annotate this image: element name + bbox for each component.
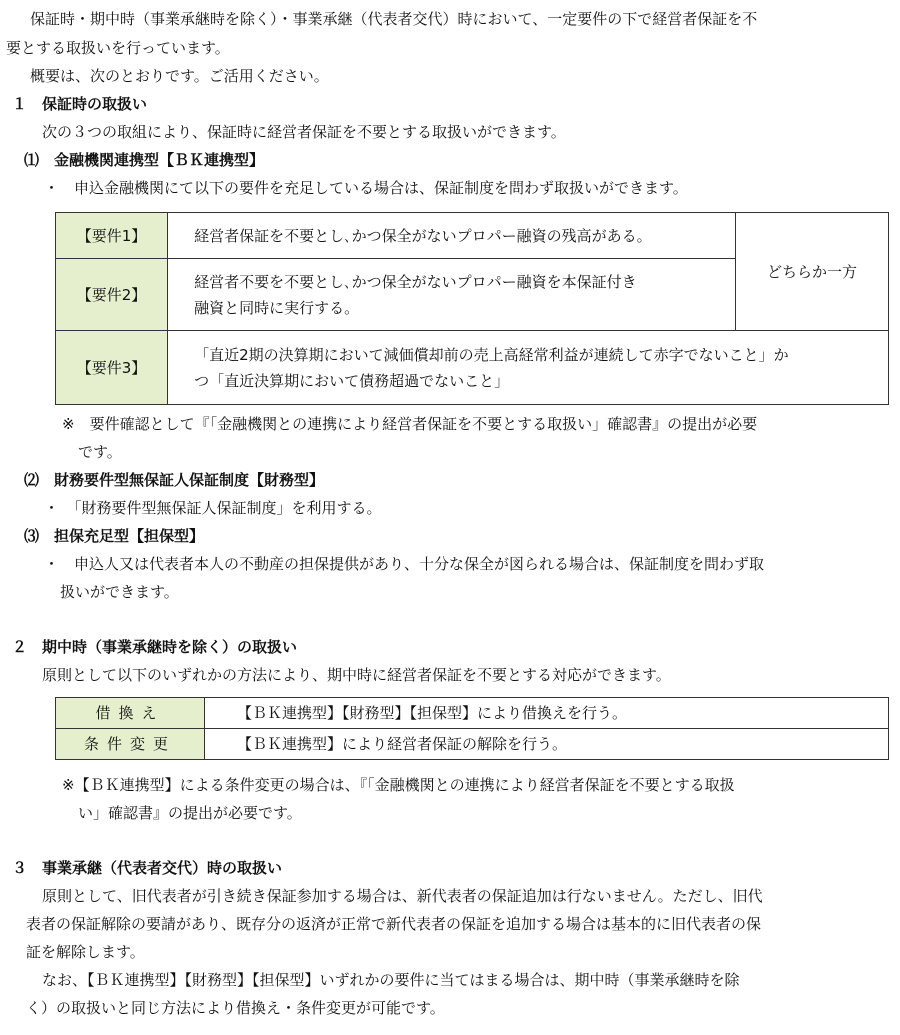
midterm-table bbox=[55, 697, 889, 760]
requirement-2-text bbox=[168, 259, 736, 331]
refinance-label: 借換え bbox=[56, 698, 205, 729]
condition-change-label: 条件変更 bbox=[56, 729, 205, 760]
section-3-para-2-line-2: く）の取扱いと同じ方法により借換え・条件変更が可能です。 bbox=[26, 999, 445, 1017]
section-1-sub3-bullet-line-1: ・ 申込人又は代表者本人の不動産の担保提供があり、十分な保全が図られる場合は、保証制度を問わず取 bbox=[44, 555, 765, 573]
section-1-sub2-heading: ⑵ 財務要件型無保証人保証制度【財務型】 bbox=[24, 471, 325, 489]
either-one-cell: どちらか一方 bbox=[735, 213, 888, 331]
intro-line-3: 概要は、次のとおりです。ご活用ください。 bbox=[30, 67, 329, 85]
section-2-text: 原則として以下のいずれかの方法により、期中時に経営者保証を不要とする対応ができます。 bbox=[42, 666, 671, 684]
section-1-note-line-2: です。 bbox=[78, 443, 122, 461]
intro-line-2: 要とする取扱いを行っています。 bbox=[6, 39, 230, 57]
table-row bbox=[56, 698, 889, 729]
requirement-3-text-line-2: つ「直近決算期において債務超過でないこと」 bbox=[194, 371, 510, 390]
table-row bbox=[56, 213, 889, 259]
section-1-sub2-bullet: ・ 「財務要件型無保証人保証制度」を利用する。 bbox=[44, 499, 382, 517]
section-3-para-1-line-2: 表者の保証解除の要請があり、既存分の返済が正常で新代表者の保証を追加する場合は基本的に旧代表者の保 bbox=[26, 915, 762, 933]
section-1-sub1-bullet: ・ 申込金融機関にて以下の要件を充足している場合は、保証制度を問わず取扱いができます。 bbox=[44, 179, 688, 197]
requirement-3-text bbox=[168, 331, 889, 405]
table-row bbox=[56, 729, 889, 760]
section-2-heading: ２ 期中時（事業承継時を除く）の取扱い bbox=[12, 638, 298, 656]
section-3-para-1-line-3: 証を解除します。 bbox=[26, 943, 145, 961]
intro-line-1: 保証時・期中時（事業承継時を除く）・事業承継（代表者交代）時において、一定要件の下で経営者保証を不 bbox=[30, 10, 758, 28]
section-2-note-line-2: い」確認書』の提出が必要です。 bbox=[78, 804, 302, 822]
requirement-3-label: 【要件3】 bbox=[56, 331, 168, 405]
section-3-para-2-line-1: なお、【ＢＫ連携型】【財務型】【担保型】いずれかの要件に当てはまる場合は、期中時（事業承継時を除 bbox=[42, 971, 740, 989]
section-2-note-line-1: ※【ＢＫ連携型】による条件変更の場合は、『「金融機関との連携により経営者保証を不要とする取扱 bbox=[62, 776, 735, 794]
table-row bbox=[56, 331, 889, 405]
requirement-2-text-line-2: 融資と同時に実行する。 bbox=[194, 298, 360, 317]
requirement-1-text: 経営者保証を不要とし､かつ保全がないプロパー融資の残高がある。 bbox=[168, 213, 736, 259]
section-1-text: 次の３つの取組により、保証時に経営者保証を不要とする取扱いができます。 bbox=[42, 123, 566, 141]
requirements-table bbox=[55, 212, 889, 405]
condition-change-text: 【ＢＫ連携型】により経営者保証の解除を行う。 bbox=[205, 729, 889, 760]
requirement-2-text-line-1: 経営者不要を不要とし､かつ保全がないプロパー融資を本保証付き bbox=[194, 272, 637, 291]
requirement-1-label: 【要件1】 bbox=[56, 213, 168, 259]
requirement-3-text-line-1: 「直近2期の決算期において減価償却前の売上高経常利益が連続して赤字でないこと」か bbox=[194, 345, 789, 364]
requirement-2-label: 【要件2】 bbox=[56, 259, 168, 331]
section-1-sub1-heading: ⑴ 金融機関連携型【ＢＫ連携型】 bbox=[24, 151, 265, 169]
section-1-sub3-heading: ⑶ 担保充足型【担保型】 bbox=[24, 527, 205, 545]
section-1-sub3-bullet-line-2: 扱いができます。 bbox=[60, 583, 179, 601]
section-1-note-line-1: ※ 要件確認として『「金融機関との連携により経営者保証を不要とする取扱い」確認書』の提出が必要 bbox=[62, 415, 758, 433]
section-3-heading: ３ 事業承継（代表者交代）時の取扱い bbox=[12, 859, 283, 877]
section-3-para-1-line-1: 原則として、旧代表者が引き続き保証参加する場合は、新代表者の保証追加は行ないません。ただし、旧代 bbox=[42, 887, 763, 905]
section-1-heading: １ 保証時の取扱い bbox=[12, 95, 148, 113]
refinance-text: 【ＢＫ連携型】【財務型】【担保型】により借換えを行う。 bbox=[205, 698, 889, 729]
